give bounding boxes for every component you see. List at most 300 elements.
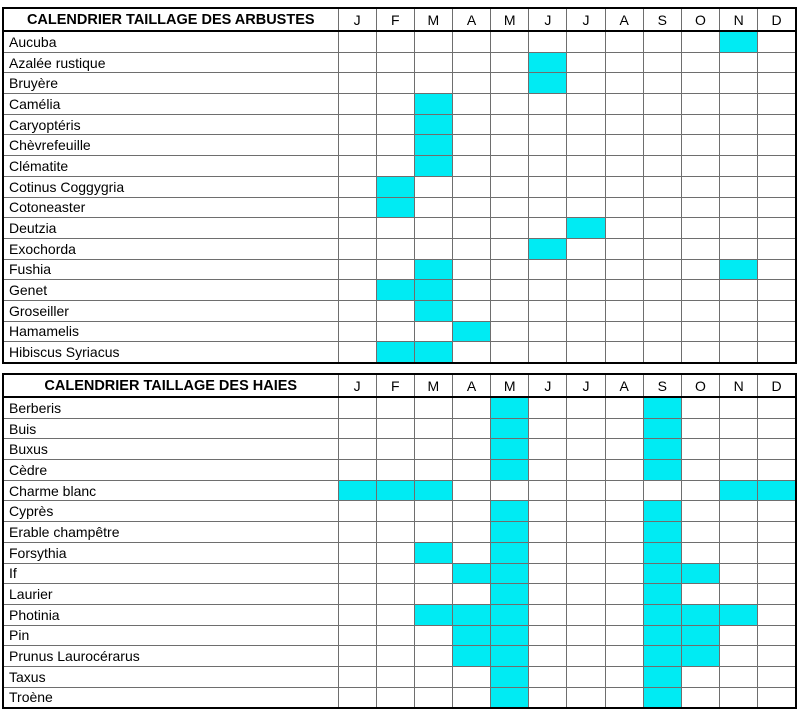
month-cell-empty	[681, 584, 719, 605]
month-cell-pruning	[452, 604, 490, 625]
month-cell-empty	[605, 321, 643, 342]
month-cell-empty	[720, 94, 758, 115]
section-title: CALENDRIER TAILLAGE DES ARBUSTES	[3, 8, 338, 31]
month-cell-empty	[643, 218, 681, 239]
month-cell-empty	[491, 31, 529, 52]
month-cell-empty	[376, 321, 414, 342]
month-cell-empty	[376, 300, 414, 321]
month-cell-empty	[605, 625, 643, 646]
month-cell-empty	[681, 418, 719, 439]
month-cell-empty	[338, 156, 376, 177]
month-cell-empty	[758, 73, 796, 94]
month-cell-empty	[414, 646, 452, 667]
month-cell-empty	[681, 280, 719, 301]
month-cell-empty	[452, 418, 490, 439]
month-cell-empty	[376, 584, 414, 605]
shrub-pruning-calendar	[2, 7, 797, 364]
month-cell-pruning	[491, 439, 529, 460]
month-cell-empty	[338, 342, 376, 363]
month-cell-empty	[605, 563, 643, 584]
section-title: CALENDRIER TAILLAGE DES HAIES	[3, 374, 338, 397]
month-cell-empty	[529, 439, 567, 460]
month-cell-empty	[491, 238, 529, 259]
month-cell-empty	[338, 584, 376, 605]
month-cell-pruning	[491, 666, 529, 687]
month-cell-empty	[491, 197, 529, 218]
month-cell-empty	[338, 666, 376, 687]
month-cell-empty	[643, 197, 681, 218]
month-cell-empty	[452, 218, 490, 239]
month-cell-empty	[414, 418, 452, 439]
header-row	[3, 8, 796, 31]
month-cell-empty	[414, 52, 452, 73]
month-cell-empty	[414, 439, 452, 460]
month-cell-empty	[491, 52, 529, 73]
month-cell-empty	[605, 604, 643, 625]
month-cell-empty	[491, 135, 529, 156]
month-cell-empty	[605, 418, 643, 439]
month-cell-empty	[414, 625, 452, 646]
month-cell-empty	[758, 522, 796, 543]
month-cell-pruning	[491, 397, 529, 418]
plant-name: Exochorda	[3, 238, 338, 259]
month-cell-empty	[376, 156, 414, 177]
month-cell-empty	[605, 94, 643, 115]
month-cell-pruning	[529, 73, 567, 94]
month-header: J	[529, 8, 567, 31]
month-cell-empty	[529, 604, 567, 625]
month-cell-empty	[452, 460, 490, 481]
month-cell-empty	[452, 135, 490, 156]
month-cell-empty	[681, 522, 719, 543]
month-cell-empty	[720, 280, 758, 301]
month-cell-empty	[720, 625, 758, 646]
month-cell-empty	[452, 439, 490, 460]
month-cell-empty	[376, 646, 414, 667]
table-row	[3, 687, 796, 708]
month-cell-empty	[567, 460, 605, 481]
month-cell-empty	[720, 687, 758, 708]
month-cell-empty	[720, 501, 758, 522]
month-cell-pruning	[643, 563, 681, 584]
month-cell-empty	[605, 397, 643, 418]
month-cell-pruning	[414, 135, 452, 156]
month-cell-empty	[529, 563, 567, 584]
month-cell-empty	[414, 238, 452, 259]
month-header: D	[758, 8, 796, 31]
month-cell-pruning	[491, 418, 529, 439]
month-cell-empty	[414, 522, 452, 543]
month-cell-empty	[720, 418, 758, 439]
month-cell-empty	[643, 73, 681, 94]
month-cell-empty	[681, 687, 719, 708]
month-cell-empty	[720, 439, 758, 460]
month-cell-pruning	[414, 300, 452, 321]
table-row	[3, 666, 796, 687]
plant-name: Buis	[3, 418, 338, 439]
table-row	[3, 646, 796, 667]
month-cell-empty	[567, 480, 605, 501]
month-cell-empty	[605, 176, 643, 197]
month-cell-empty	[643, 321, 681, 342]
plant-name: If	[3, 563, 338, 584]
month-cell-empty	[605, 646, 643, 667]
plant-name: Prunus Laurocérarus	[3, 646, 338, 667]
month-cell-empty	[605, 238, 643, 259]
month-cell-empty	[452, 666, 490, 687]
month-cell-empty	[414, 197, 452, 218]
month-cell-empty	[758, 646, 796, 667]
month-cell-pruning	[643, 418, 681, 439]
month-cell-pruning	[643, 501, 681, 522]
month-cell-empty	[681, 94, 719, 115]
month-cell-empty	[643, 176, 681, 197]
month-cell-empty	[376, 397, 414, 418]
month-cell-pruning	[643, 460, 681, 481]
month-header: M	[491, 374, 529, 397]
table-row	[3, 176, 796, 197]
month-cell-empty	[529, 135, 567, 156]
month-cell-empty	[605, 259, 643, 280]
month-cell-empty	[681, 156, 719, 177]
table-row	[3, 156, 796, 177]
month-cell-empty	[376, 687, 414, 708]
month-cell-empty	[681, 480, 719, 501]
table-row	[3, 625, 796, 646]
month-cell-pruning	[414, 114, 452, 135]
month-cell-empty	[758, 156, 796, 177]
month-cell-empty	[376, 94, 414, 115]
month-cell-empty	[452, 300, 490, 321]
month-cell-empty	[338, 321, 376, 342]
month-cell-empty	[414, 584, 452, 605]
month-cell-pruning	[376, 480, 414, 501]
month-cell-empty	[720, 460, 758, 481]
month-cell-pruning	[491, 604, 529, 625]
month-cell-empty	[414, 460, 452, 481]
month-cell-empty	[491, 300, 529, 321]
month-cell-pruning	[643, 625, 681, 646]
month-cell-empty	[643, 300, 681, 321]
month-cell-empty	[681, 52, 719, 73]
month-cell-pruning	[529, 52, 567, 73]
month-header: M	[491, 8, 529, 31]
month-cell-empty	[338, 94, 376, 115]
table-row	[3, 94, 796, 115]
month-cell-empty	[605, 501, 643, 522]
month-cell-empty	[529, 94, 567, 115]
table-row	[3, 321, 796, 342]
month-cell-empty	[338, 52, 376, 73]
plant-name: Cotinus Coggygria	[3, 176, 338, 197]
month-cell-empty	[452, 94, 490, 115]
month-cell-empty	[567, 259, 605, 280]
month-cell-empty	[452, 501, 490, 522]
month-cell-empty	[376, 542, 414, 563]
month-cell-pruning	[643, 397, 681, 418]
month-cell-pruning	[376, 342, 414, 363]
month-cell-empty	[452, 114, 490, 135]
month-cell-empty	[720, 114, 758, 135]
month-cell-empty	[643, 342, 681, 363]
month-cell-empty	[605, 300, 643, 321]
month-cell-pruning	[376, 176, 414, 197]
month-cell-empty	[681, 397, 719, 418]
month-cell-empty	[681, 666, 719, 687]
month-cell-empty	[376, 73, 414, 94]
month-cell-empty	[338, 542, 376, 563]
month-cell-empty	[605, 666, 643, 687]
month-cell-empty	[758, 31, 796, 52]
month-cell-empty	[567, 501, 605, 522]
month-cell-empty	[452, 280, 490, 301]
plant-name: Berberis	[3, 397, 338, 418]
month-cell-empty	[681, 300, 719, 321]
month-cell-pruning	[452, 625, 490, 646]
month-cell-empty	[529, 397, 567, 418]
month-cell-empty	[758, 604, 796, 625]
month-cell-empty	[605, 342, 643, 363]
month-cell-empty	[681, 439, 719, 460]
month-cell-empty	[529, 280, 567, 301]
month-cell-empty	[338, 135, 376, 156]
month-cell-empty	[338, 300, 376, 321]
month-cell-pruning	[491, 687, 529, 708]
month-cell-empty	[338, 238, 376, 259]
month-cell-empty	[720, 176, 758, 197]
month-cell-empty	[338, 114, 376, 135]
plant-name: Forsythia	[3, 542, 338, 563]
month-cell-empty	[452, 687, 490, 708]
table-row	[3, 439, 796, 460]
month-header: F	[376, 374, 414, 397]
plant-name: Cèdre	[3, 460, 338, 481]
month-cell-empty	[338, 522, 376, 543]
month-cell-empty	[567, 73, 605, 94]
month-cell-empty	[529, 321, 567, 342]
month-cell-pruning	[529, 238, 567, 259]
month-cell-empty	[643, 280, 681, 301]
month-cell-empty	[529, 156, 567, 177]
month-cell-empty	[338, 176, 376, 197]
month-cell-empty	[338, 280, 376, 301]
month-cell-empty	[452, 397, 490, 418]
month-header: N	[720, 374, 758, 397]
table-row	[3, 501, 796, 522]
month-cell-empty	[338, 259, 376, 280]
month-cell-empty	[605, 460, 643, 481]
month-cell-empty	[529, 666, 567, 687]
month-cell-empty	[529, 480, 567, 501]
month-header: N	[720, 8, 758, 31]
month-cell-empty	[605, 687, 643, 708]
month-cell-empty	[567, 604, 605, 625]
month-header: J	[567, 374, 605, 397]
month-cell-empty	[567, 94, 605, 115]
month-cell-pruning	[643, 646, 681, 667]
month-cell-pruning	[681, 625, 719, 646]
month-cell-empty	[681, 342, 719, 363]
month-cell-empty	[491, 280, 529, 301]
month-cell-empty	[758, 501, 796, 522]
month-cell-empty	[758, 666, 796, 687]
month-cell-pruning	[491, 584, 529, 605]
month-cell-empty	[758, 52, 796, 73]
plant-name: Troène	[3, 687, 338, 708]
month-cell-empty	[529, 460, 567, 481]
plant-name: Buxus	[3, 439, 338, 460]
month-cell-empty	[414, 501, 452, 522]
month-cell-empty	[643, 238, 681, 259]
month-cell-empty	[414, 218, 452, 239]
month-cell-pruning	[720, 480, 758, 501]
month-cell-empty	[452, 176, 490, 197]
month-cell-pruning	[491, 563, 529, 584]
month-cell-empty	[720, 646, 758, 667]
month-cell-empty	[720, 542, 758, 563]
table-row	[3, 52, 796, 73]
table-row	[3, 604, 796, 625]
month-cell-empty	[567, 584, 605, 605]
month-cell-empty	[338, 418, 376, 439]
header-row	[3, 374, 796, 397]
month-cell-pruning	[414, 156, 452, 177]
month-cell-empty	[452, 542, 490, 563]
month-cell-empty	[376, 439, 414, 460]
month-cell-empty	[605, 197, 643, 218]
month-cell-empty	[338, 397, 376, 418]
month-cell-empty	[567, 31, 605, 52]
month-cell-empty	[567, 300, 605, 321]
month-cell-empty	[452, 31, 490, 52]
month-cell-empty	[529, 114, 567, 135]
month-cell-empty	[452, 522, 490, 543]
month-cell-pruning	[643, 542, 681, 563]
table-row	[3, 280, 796, 301]
month-cell-empty	[376, 218, 414, 239]
month-cell-empty	[529, 300, 567, 321]
month-cell-empty	[758, 563, 796, 584]
month-cell-empty	[720, 666, 758, 687]
month-cell-empty	[681, 460, 719, 481]
month-cell-empty	[414, 563, 452, 584]
month-cell-empty	[758, 259, 796, 280]
month-cell-empty	[605, 480, 643, 501]
month-header: O	[681, 374, 719, 397]
plant-name: Hibiscus Syriacus	[3, 342, 338, 363]
month-cell-empty	[758, 584, 796, 605]
month-cell-empty	[720, 73, 758, 94]
month-cell-pruning	[376, 197, 414, 218]
month-cell-pruning	[720, 259, 758, 280]
month-cell-empty	[567, 135, 605, 156]
month-cell-empty	[758, 439, 796, 460]
plant-name: Azalée rustique	[3, 52, 338, 73]
month-cell-empty	[681, 73, 719, 94]
month-header: F	[376, 8, 414, 31]
month-cell-empty	[567, 197, 605, 218]
month-cell-empty	[681, 501, 719, 522]
month-cell-empty	[605, 439, 643, 460]
month-cell-empty	[491, 342, 529, 363]
plant-name: Chèvrefeuille	[3, 135, 338, 156]
month-cell-empty	[414, 687, 452, 708]
month-cell-empty	[491, 156, 529, 177]
month-cell-empty	[720, 52, 758, 73]
month-cell-empty	[338, 460, 376, 481]
month-cell-empty	[529, 259, 567, 280]
month-cell-empty	[338, 218, 376, 239]
table-row	[3, 584, 796, 605]
month-cell-empty	[567, 563, 605, 584]
plant-name: Pin	[3, 625, 338, 646]
month-cell-pruning	[643, 522, 681, 543]
month-cell-empty	[376, 31, 414, 52]
month-header: O	[681, 8, 719, 31]
month-cell-empty	[491, 321, 529, 342]
month-cell-empty	[529, 501, 567, 522]
month-cell-empty	[758, 625, 796, 646]
month-cell-empty	[681, 135, 719, 156]
month-cell-pruning	[643, 687, 681, 708]
month-cell-empty	[452, 73, 490, 94]
month-cell-empty	[758, 321, 796, 342]
month-cell-empty	[567, 439, 605, 460]
month-cell-pruning	[491, 542, 529, 563]
month-header: J	[338, 8, 376, 31]
month-cell-empty	[758, 542, 796, 563]
month-cell-empty	[605, 156, 643, 177]
month-cell-empty	[338, 563, 376, 584]
month-cell-empty	[567, 176, 605, 197]
month-cell-empty	[681, 259, 719, 280]
month-cell-empty	[414, 321, 452, 342]
month-cell-empty	[758, 197, 796, 218]
month-cell-empty	[376, 460, 414, 481]
month-cell-pruning	[643, 439, 681, 460]
plant-name: Groseiller	[3, 300, 338, 321]
month-cell-pruning	[491, 646, 529, 667]
month-cell-empty	[643, 480, 681, 501]
month-cell-pruning	[643, 604, 681, 625]
month-cell-empty	[758, 176, 796, 197]
month-cell-empty	[643, 135, 681, 156]
plant-name: Genet	[3, 280, 338, 301]
table-row	[3, 397, 796, 418]
plant-name: Charme blanc	[3, 480, 338, 501]
month-cell-empty	[529, 522, 567, 543]
month-cell-empty	[338, 197, 376, 218]
month-cell-pruning	[491, 460, 529, 481]
month-cell-empty	[452, 584, 490, 605]
month-header: J	[338, 374, 376, 397]
month-cell-empty	[414, 73, 452, 94]
month-cell-empty	[758, 135, 796, 156]
month-cell-empty	[452, 197, 490, 218]
month-cell-empty	[414, 666, 452, 687]
month-cell-empty	[643, 259, 681, 280]
month-cell-empty	[681, 197, 719, 218]
month-header: S	[643, 8, 681, 31]
month-cell-empty	[681, 114, 719, 135]
month-cell-empty	[605, 280, 643, 301]
month-cell-empty	[567, 342, 605, 363]
month-cell-empty	[567, 321, 605, 342]
month-cell-pruning	[720, 31, 758, 52]
month-cell-empty	[758, 342, 796, 363]
month-cell-empty	[529, 646, 567, 667]
month-cell-empty	[567, 114, 605, 135]
